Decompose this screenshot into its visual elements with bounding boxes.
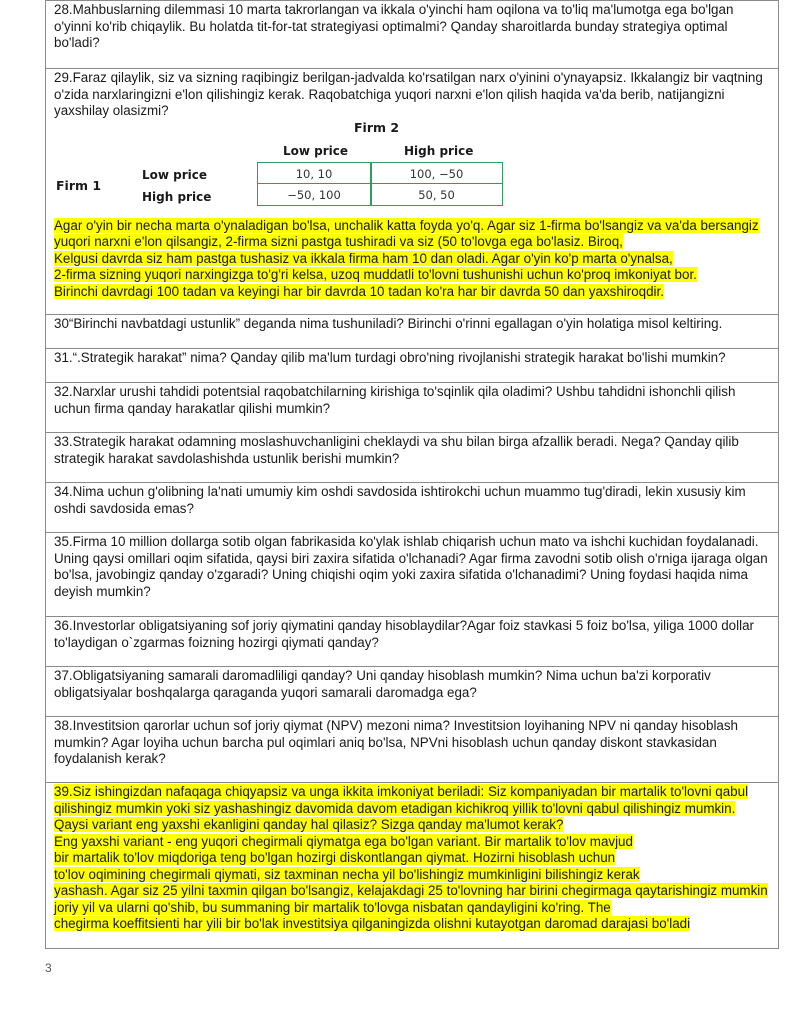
- question-row-28: [46, 1, 779, 69]
- question-row-37: [46, 667, 779, 717]
- grid-divider-horizontal: [258, 183, 502, 185]
- answer-39-line: bir martalik to'lov miqdoriga teng bo'lgan hozirgi diskontlangan qiymat. Hozirni hisoblash uchun: [54, 850, 616, 865]
- question-28-text: 28.Mahbuslarning dilemmasi 10 marta takrorlangan va ikkala o'yinchi ham oqilona va to'liq ma'lumotga ega bo'lgan o'yinni ko'rib chiqaylik. Bu holatda tit-for-tat strategiyasi optimalmi? Qanday sharoitlarda bunday strategiya optimal bo'ladi?: [54, 2, 734, 50]
- questions-table: [45, 0, 779, 949]
- payoff-matrix: [54, 120, 770, 218]
- question-31-text: 31.“.Strategik harakat” nima? Qanday qilib ma'lum turdagi obro'ning rivojlanishi strategik harakat bo'lishi mumkin?: [54, 350, 726, 365]
- answer-39-line: joriy yil va ularni qo'shib, bu summaning bir martalik to'lovga nisbatan qandayligini ko'ring. The: [54, 899, 611, 915]
- question-row-38: [46, 717, 779, 783]
- page-number: 3: [45, 961, 52, 975]
- question-33-text: 33.Strategik harakat odamning moslashuvchanligini cheklaydi va shu bilan birga afzallik beradi. Nega? Qanday qilib strategik harakat savdolashishda ustunlik berishi mumkin?: [54, 434, 739, 466]
- question-34-text: 34.Nima uchun g'olibning la'nati umumiy kim oshdi savdosida ishtirokchi uchun muammo tug'diradi, lekin xususiy kim oshdi savdosida emas?: [54, 484, 746, 516]
- row-header-high-price: High price: [142, 189, 212, 204]
- firm2-label: Firm 2: [354, 119, 400, 135]
- question-cell: [46, 617, 779, 667]
- question-row-32: [46, 383, 779, 433]
- column-header-high-price: High price: [404, 143, 474, 158]
- question-cell: [46, 717, 779, 783]
- question-29-text: 29.Faraz qilaylik, siz va sizning raqibingiz berilgan-jadvalda ko'rsatilgan narx o'yinini o'ynayapsiz. Ikkalangiz bir vaqtning o'zida narxlaringizni e'lon qilishingiz kerak. Raqobatchiga yuqori narxni e'lon qilish haqida va'da berib, natijangizni yaxshilay olasizmi?: [54, 70, 763, 118]
- question-39: [54, 784, 770, 933]
- question-cell: [46, 667, 779, 717]
- question-row-39: [46, 783, 779, 949]
- question-cell: [46, 69, 779, 315]
- row-header-low-price: Low price: [142, 167, 208, 182]
- question-30-text: 30“Birinchi navbatdagi ustunlik” deganda nima tushuniladi? Birinchi o'rinni egallagan o'yin holatiga misol keltiring.: [54, 316, 723, 331]
- question-35-text: 35.Firma 10 million dollarga sotib olgan fabrikasida ko'ylak ishlab chiqarish uchun mato va ishchi kuchidan foydalanadi. Uning qaysi omillari oqim sifatida, qaysi biri zaxira sifatida o'lchanadi? Agar firma zavodni sotib olish o'rniga ijaraga olgan bo'lsa, javobingiz qanday o'zgaradi? Uning chiqishi oqim yoki zaxira sifatida o'lchanadimi? Uning foydasi haqida nima deyish mumkin?: [54, 534, 768, 599]
- question-cell: [46, 483, 779, 533]
- column-header-low-price: Low price: [283, 143, 349, 158]
- payoff-low-low: 10, 10: [295, 166, 333, 181]
- payoff-low-high: 100, −50: [409, 166, 464, 181]
- question-row-34: [46, 483, 779, 533]
- question-39-text: 39.Siz ishingizdan nafaqaga chiqyapsiz va unga ikkita imkoniyat beriladi: Siz kompaniyadan bir martalik to'lovni qabul qilishingiz mumkin yoki siz yashashingiz davomida davom etadigan kichikroq yillik to'lovni qabul qilishingiz mumkin. Qaysi variant eng yaxshi ekanligini qanday hal qilasiz? Sizga qanday ma'lumot kerak?: [54, 784, 749, 832]
- answer-39-line: chegirma koeffitsienti har yili bir bo'lak investitsiya qilganingizda olishni kutayotgan daromad darajasi bo'ladi: [54, 916, 691, 931]
- answer-39-line: Eng yaxshi variant - eng yuqori chegirmali qiymatga ega bo'lgan variant. Bir martalik to'lov mavjud: [54, 833, 633, 849]
- answer-29-line: 2-firma sizning yuqori narxingizga to'g'ri kelsa, uzoq muddatli to'lovni tushunishi uchun ko'proq imkoniyat bor.: [54, 267, 697, 282]
- question-36-text: 36.Investorlar obligatsiyaning sof joriy qiymatini qanday hisoblaydilar?Agar foiz stavkasi 5 foiz bo'lsa, yiliga 1000 dollar to'laydigan o`zgarmas foizning hozirgi qiymati qanday?: [54, 618, 754, 650]
- question-row-33: [46, 433, 779, 483]
- payoff-high-high: 50, 50: [418, 187, 455, 202]
- payoff-high-low: −50, 100: [287, 187, 341, 202]
- question-row-35: [46, 533, 779, 617]
- answer-29: [54, 218, 770, 301]
- question-row-36: [46, 617, 779, 667]
- question-cell: [46, 533, 779, 617]
- question-cell: [46, 383, 779, 433]
- payoff-grid: [257, 162, 503, 206]
- answer-39-line: to'lov oqimining chegirmali qiymati, siz taxminan necha yil bo'lishingiz mumkinligini bilishingiz kerak: [54, 866, 640, 882]
- question-row-30: [46, 315, 779, 349]
- question-row-31: [46, 349, 779, 383]
- question-37-text: 37.Obligatsiyaning samarali daromadliligi qanday? Uni qanday hisoblash mumkin? Nima uchun ba'zi korporativ obligatsiyalar boshqalarga qaraganda yuqori samarali daromadga ega?: [54, 668, 711, 700]
- answer-29-line: yuqori narxni e'lon qilsangiz, 2-firma sizni pastga tushiradi va siz (50 to'lovga ega bo'lasiz. Biroq,: [54, 234, 623, 249]
- question-row-29: [46, 69, 779, 315]
- question-cell: [46, 1, 779, 69]
- question-32-text: 32.Narxlar urushi tahdidi potentsial raqobatchilarning kirishiga to'sqinlik qila oladimi? Ushbu tahdidni ishonchli qilish uchun firma qanday harakatlar qilishi mumkin?: [54, 384, 736, 416]
- question-cell: [46, 315, 779, 349]
- answer-29-line: Birinchi davrdagi 100 tadan va keyingi har bir davrda 10 tadan ko'ra har bir davrda 50 dan yaxshiroqdir.: [54, 283, 664, 299]
- answer-29-line: Kelgusi davrda siz ham pastga tushasiz va ikkala firma ham 10 dan oladi. Agar o'yin ko'p marta o'ynalsa,: [54, 250, 673, 266]
- question-cell: [46, 783, 779, 949]
- question-cell: [46, 349, 779, 383]
- question-cell: [46, 433, 779, 483]
- firm1-label: Firm 1: [56, 177, 102, 193]
- answer-29-line: Agar o'yin bir necha marta o'ynaladigan bo'lsa, unchalik katta foyda yo'q. Agar siz 1-firma bo'lsangiz va va'da bersangiz: [54, 217, 759, 233]
- answer-39-line: yashash. Agar siz 25 yilni taxmin qilgan bo'lsangiz, kelajakdagi 25 to'lovning har birini chegirmaga qaytarishingiz mumkin: [54, 883, 768, 898]
- question-38-text: 38.Investitsion qarorlar uchun sof joriy qiymat (NPV) mezoni nima? Investitsion loyihaning NPV ni qanday hisoblash mumkin? Agar loyiha uchun barcha pul oqimlari aniq bo'lsa, NPVni hisoblash uchun qanday diskont stavkasidan foydalanish kerak?: [54, 718, 739, 766]
